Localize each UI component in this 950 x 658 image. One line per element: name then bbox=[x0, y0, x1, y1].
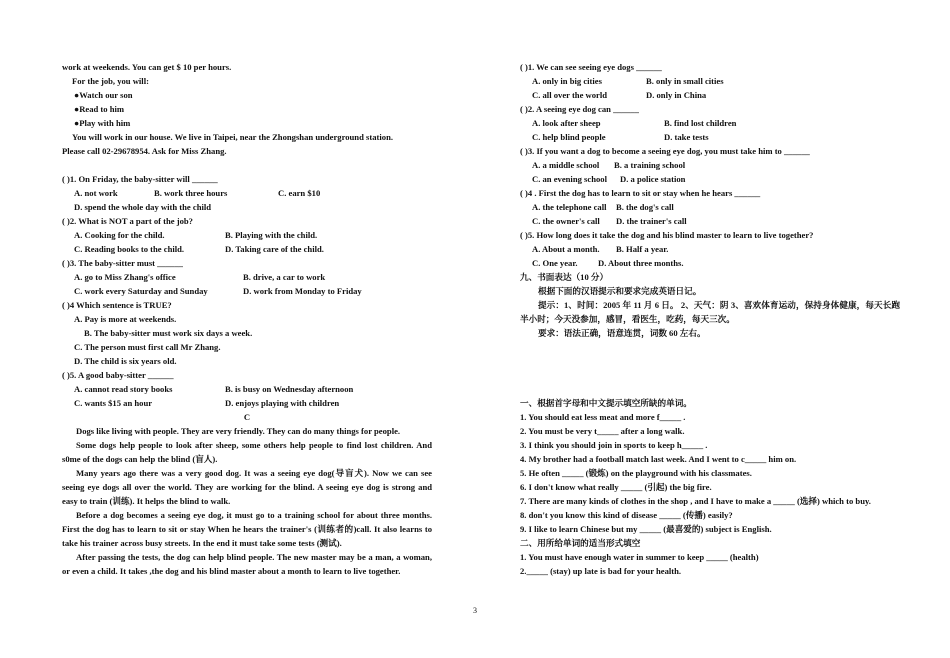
option: C. help blind people bbox=[532, 132, 606, 142]
question-stem: ( )5. How long does it take the dog and his blind master to learn to live together? bbox=[520, 230, 814, 240]
fill-item: 1. You should eat less meat and more f_____ . bbox=[520, 412, 686, 422]
fill-item: 4. My brother had a football match last week. And I went to c_____ him on. bbox=[520, 454, 797, 464]
option-row bbox=[520, 256, 900, 270]
option: B. work three hours bbox=[154, 188, 228, 198]
ad-text: You will work in our house. We live in Taipei, near the Zhongshan underground station. bbox=[72, 132, 393, 142]
writing-hint: 提示：1、时间：2005 年 11 月 6 日。 2、天气：阴 3、喜欢体育运动，保持身体健康，每天长跑半小时；今天没参加，感冒，看医生，吃药，每天三次。 bbox=[520, 300, 900, 324]
option: B. Playing with the child. bbox=[225, 230, 318, 240]
section-heading: 一、根据首字母和中文提示填空所缺的单词。 bbox=[520, 398, 692, 408]
option: B. a training school bbox=[614, 160, 686, 170]
option: C. Reading books to the child. bbox=[74, 244, 185, 254]
duty-item: ●Watch our son bbox=[74, 90, 133, 100]
fill-item: 7. There are many kinds of clothes in the shop , and I have to make a _____ (选择) which to buy. bbox=[520, 496, 871, 506]
option: C. an evening school bbox=[532, 174, 607, 184]
option: D. enjoys playing with children bbox=[225, 398, 340, 408]
option: C. wants $15 an hour bbox=[74, 398, 153, 408]
question-stem: ( )5. A good baby-sitter ______ bbox=[62, 370, 174, 380]
option: B. only in small cities bbox=[646, 76, 724, 86]
duty-item: ●Play with him bbox=[74, 118, 131, 128]
option-row bbox=[62, 396, 432, 410]
ad-text: work at weekends. You can get $ 10 per hours. bbox=[62, 62, 232, 72]
option: C. the owner's call bbox=[532, 216, 600, 226]
question-stem: ( )1. We can see seeing eye dogs ______ bbox=[520, 62, 662, 72]
option: B. is busy on Wednesday afternoon bbox=[225, 384, 354, 394]
option: A. the telephone call bbox=[532, 202, 607, 212]
fill-item: 9. I like to learn Chinese but my _____ (最喜爱的) subject is English. bbox=[520, 524, 772, 534]
option: A. cannot read story books bbox=[74, 384, 173, 394]
option: C. all over the world bbox=[532, 90, 608, 100]
question-stem: ( )3. If you want a dog to become a seeing eye dog, you must take him to ______ bbox=[520, 146, 810, 156]
left-column bbox=[62, 60, 432, 578]
option-row bbox=[520, 74, 900, 88]
option-row bbox=[62, 242, 432, 256]
passage-paragraph: After passing the tests, the dog can help blind people. The new master may be a man, a woman, or even a child. It takes ,the dog and his blind master about a month to learn to live together. bbox=[62, 552, 432, 576]
option-row bbox=[520, 214, 900, 228]
option: B. drive, a car to work bbox=[243, 272, 326, 282]
ad-text: Please call 02-29678954. Ask for Miss Zhang. bbox=[62, 146, 227, 156]
option: A. a middle school bbox=[532, 160, 600, 170]
option-row bbox=[62, 382, 432, 396]
option: D. spend the whole day with the child bbox=[74, 202, 212, 212]
instruction-text: 根据下面的汉语提示和要求完成英语日记。 bbox=[538, 286, 702, 296]
option-row bbox=[520, 200, 900, 214]
option: A. go to Miss Zhang's office bbox=[74, 272, 176, 282]
option: C. The person must first call Mr Zhang. bbox=[74, 342, 221, 352]
option: D. About three months. bbox=[598, 258, 684, 268]
option: C. work every Saturday and Sunday bbox=[74, 286, 208, 296]
option: D. Taking care of the child. bbox=[225, 244, 324, 254]
section-heading: 二、用所给单词的适当形式填空 bbox=[520, 538, 641, 548]
option: A. look after sheep bbox=[532, 118, 601, 128]
question-stem: ( )1. On Friday, the baby-sitter will ______ bbox=[62, 174, 218, 184]
question-stem: ( )4 . First the dog has to learn to sit or stay when he hears ______ bbox=[520, 188, 761, 198]
question-stem: ( )3. The baby-sitter must ______ bbox=[62, 258, 183, 268]
option: A. Pay is more at weekends. bbox=[74, 314, 177, 324]
option: A. not work bbox=[74, 188, 118, 198]
passage-paragraph: Some dogs help people to look after sheep, some others help people to find lost children. And s0me of the dogs can help the blind (盲人). bbox=[62, 440, 432, 464]
option: D. the trainer's call bbox=[616, 216, 687, 226]
option-row bbox=[520, 130, 900, 144]
option: D. a police station bbox=[620, 174, 686, 184]
passage-paragraph: Many years ago there was a very good dog. It was a seeing eye dog(导盲犬). Now we can see seeing eye dogs all over the world. They are working for the blind. A seeing eye dog is strong and easy to train (训练). It helps the blind to walk. bbox=[62, 468, 432, 506]
option: C. One year. bbox=[532, 258, 578, 268]
job-intro: For the job, you will: bbox=[72, 76, 149, 86]
option-row bbox=[520, 172, 900, 186]
option: B. The baby-sitter must work six days a week. bbox=[84, 328, 253, 338]
question-stem: ( )4 Which sentence is TRUE? bbox=[62, 300, 172, 310]
option: D. The child is six years old. bbox=[74, 356, 177, 366]
fill-item: 8. don't you know this kind of disease _____ (传播) easily? bbox=[520, 510, 733, 520]
option: B. find lost children bbox=[664, 118, 737, 128]
form-item: 2._____ (stay) up late is bad for your health. bbox=[520, 566, 682, 576]
fill-item: 3. I think you should join in sports to keep h_____ . bbox=[520, 440, 708, 450]
option-row bbox=[62, 270, 432, 284]
option-row bbox=[62, 284, 432, 298]
duty-item: ●Read to him bbox=[74, 104, 125, 114]
form-item: 1. You must have enough water in summer to keep _____ (health) bbox=[520, 552, 759, 562]
passage-paragraph: Dogs like living with people. They are very friendly. They can do many things for people. bbox=[76, 426, 401, 436]
question-stem: ( )2. What is NOT a part of the job? bbox=[62, 216, 193, 226]
option: A. About a month. bbox=[532, 244, 600, 254]
fill-item: 2. You must be very t_____ after a long walk. bbox=[520, 426, 685, 436]
fill-item: 6. I don't know what really _____ (引起) the big fire. bbox=[520, 482, 712, 492]
fill-item: 5. He often _____ (锻炼) on the playground with his classmates. bbox=[520, 468, 752, 478]
option-row bbox=[520, 88, 900, 102]
page-number: 3 bbox=[473, 606, 477, 615]
option-row bbox=[520, 116, 900, 130]
question-stem: ( )2. A seeing eye dog can ______ bbox=[520, 104, 639, 114]
option: B. Half a year. bbox=[616, 244, 669, 254]
passage-paragraph: Before a dog becomes a seeing eye dog, it must go to a training school for about three months. First the dog has to learn to sit or stay When he hears the trainer's (训练者的)call. It also learns to take his trainer across busy streets. In the end it must take some tests (测试). bbox=[62, 510, 432, 548]
option: D. take tests bbox=[664, 132, 709, 142]
option-row bbox=[62, 228, 432, 242]
option: D. only in China bbox=[646, 90, 707, 100]
section-heading: 九、书面表达（10 分） bbox=[520, 272, 609, 282]
option-row bbox=[520, 242, 900, 256]
option: B. the dog's call bbox=[616, 202, 674, 212]
option: A. Cooking for the child. bbox=[74, 230, 165, 240]
right-column bbox=[520, 60, 900, 578]
option: C. earn $10 bbox=[278, 188, 321, 198]
option: D. work from Monday to Friday bbox=[243, 286, 362, 296]
section-label: C bbox=[243, 412, 251, 422]
option-row bbox=[62, 186, 432, 200]
option-row bbox=[520, 158, 900, 172]
writing-requirement: 要求：语法正确，语意连贯，词数 60 左右。 bbox=[538, 328, 706, 338]
option: A. only in big cities bbox=[532, 76, 602, 86]
